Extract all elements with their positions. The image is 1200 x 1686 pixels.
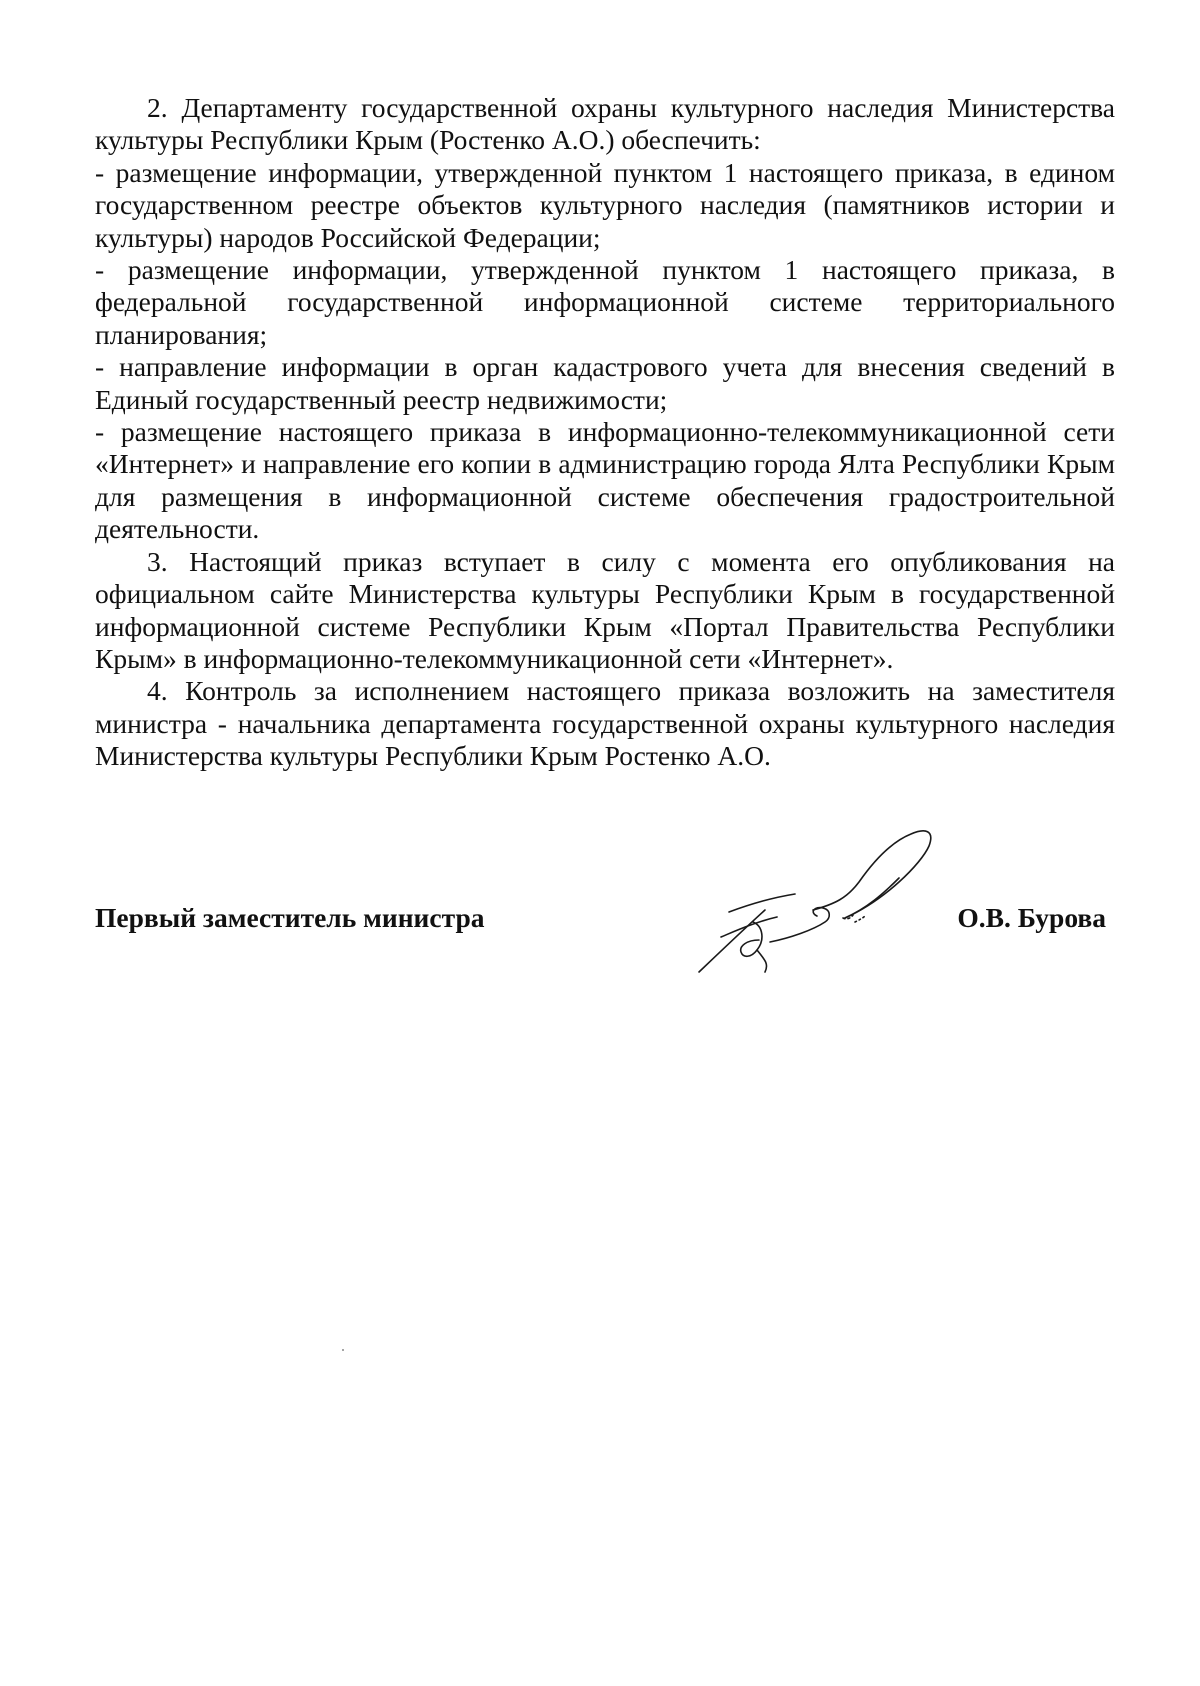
paragraph-item-2: 2. Департаменту государственной охраны культурного наследия Министерства культуры Республики Крым (Ростенко А.О.) обеспечить: bbox=[95, 92, 1115, 156]
list-item-internet: - размещение настоящего приказа в информационно-телекоммуникационной сети «Интернет» и направление его копии в администрацию города Ялта Республики Крым для размещения в информационной системе обеспечения градостроительной деятельности. bbox=[95, 416, 1115, 545]
paragraph-item-3: 3. Настоящий приказ вступает в силу с момента его опубликования на официальном сайте Министерства культуры Республики Крым в государственной информационной системе Республики Крым «Портал Правительства Республики Крым» в информационно-телекоммуникационной сети «Интернет». bbox=[95, 545, 1115, 674]
scan-artifact bbox=[342, 1349, 344, 1351]
document-body bbox=[95, 92, 1115, 773]
handwritten-signature bbox=[685, 822, 965, 982]
signer-position: Первый заместитель министра bbox=[95, 902, 485, 933]
list-item-fgis: - размещение информации, утвержденной пунктом 1 настоящего приказа, в федеральной государственной информационной системе территориального планирования; bbox=[95, 254, 1115, 350]
list-item-cadastre: - направление информации в орган кадастрового учета для внесения сведений в Единый государственный реестр недвижимости; bbox=[95, 351, 1115, 415]
list-item-registry: - размещение информации, утвержденной пунктом 1 настоящего приказа, в едином государственном реестре объектов культурного наследия (памятников истории и культуры) народов Российской Федерации; bbox=[95, 156, 1115, 253]
signer-name: О.В. Бурова bbox=[957, 902, 1106, 933]
paragraph-item-4: 4. Контроль за исполнением настоящего приказа возложить на заместителя министра - начальника департамента государственной охраны культурного наследия Министерства культуры Республики Крым Ростенко А.О. bbox=[95, 675, 1115, 772]
